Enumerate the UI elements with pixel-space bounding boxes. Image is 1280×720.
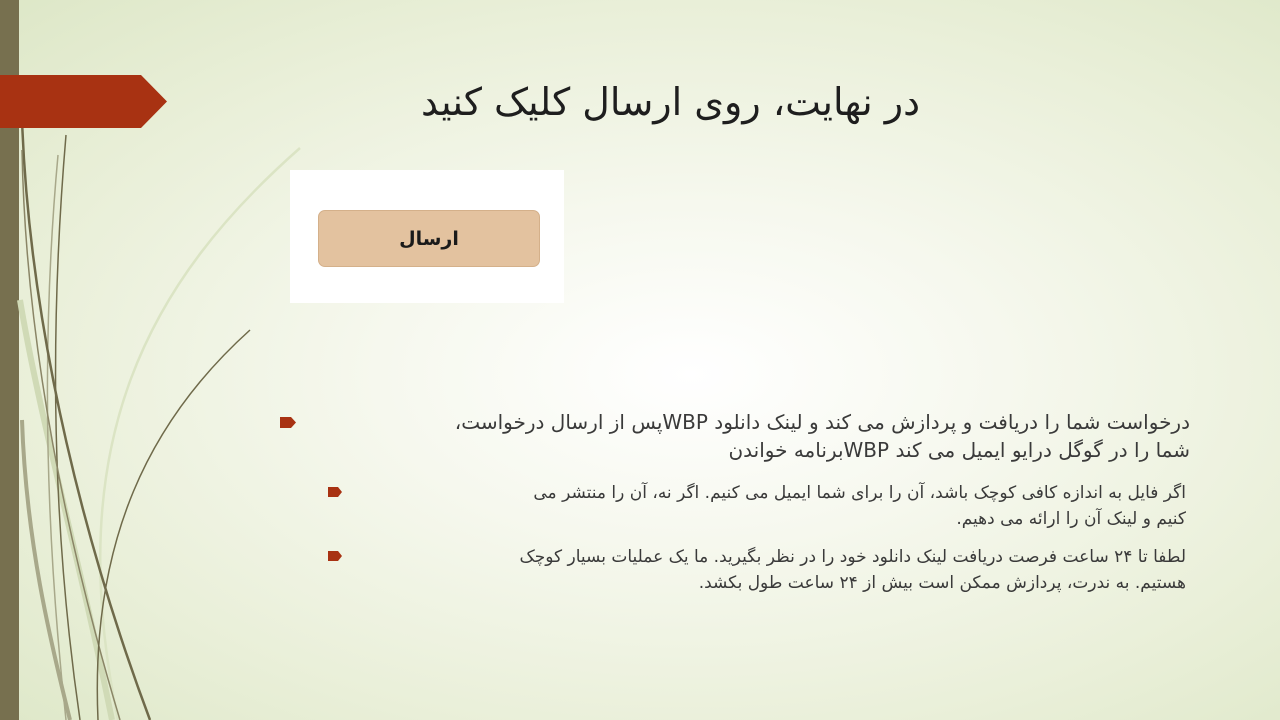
bullet-text (358, 480, 1186, 532)
send-button[interactable]: ارسال (318, 210, 540, 267)
bullet-text-line: کنیم و لینک آن را ارائه می دهیم. (956, 509, 1186, 529)
bullet-text (358, 544, 1186, 596)
bullet-text-line: اگر فایل به اندازه کافی کوچک باشد، آن را برای شما ایمیل می کنیم. اگر نه، آن را منتشر می (533, 483, 1186, 503)
bullet-text-line: شما را در گوگل درایو ایمیل می کند WBPبرنامه خواندن (728, 438, 1190, 462)
arrow-bullet-icon (280, 417, 296, 428)
sub-bullet-item (328, 544, 1188, 596)
bullet-text-line: لطفا تا ۲۴ ساعت فرصت دریافت لینک دانلود خود را در نظر بگیرید. ما یک عملیات بسیار کوچک (519, 547, 1186, 567)
send-button-screenshot (290, 170, 564, 303)
arrow-bullet-icon (328, 551, 342, 561)
sub-bullet-item (328, 480, 1188, 532)
bullet-item (280, 408, 1192, 464)
slide-title: در نهایت، روی ارسال کلیک کنید (421, 80, 920, 124)
bullet-text (320, 408, 1190, 464)
arrow-bullet-icon (328, 487, 342, 497)
bullet-text-line: درخواست شما را دریافت و پردازش می کند و لینک دانلود WBPپس از ارسال درخواست، (454, 410, 1190, 434)
bullet-text-line: هستیم. به ندرت، پردازش ممکن است بیش از ۲۴ ساعت طول بکشد. (698, 573, 1186, 593)
title-arrow-tab-icon (0, 75, 167, 128)
